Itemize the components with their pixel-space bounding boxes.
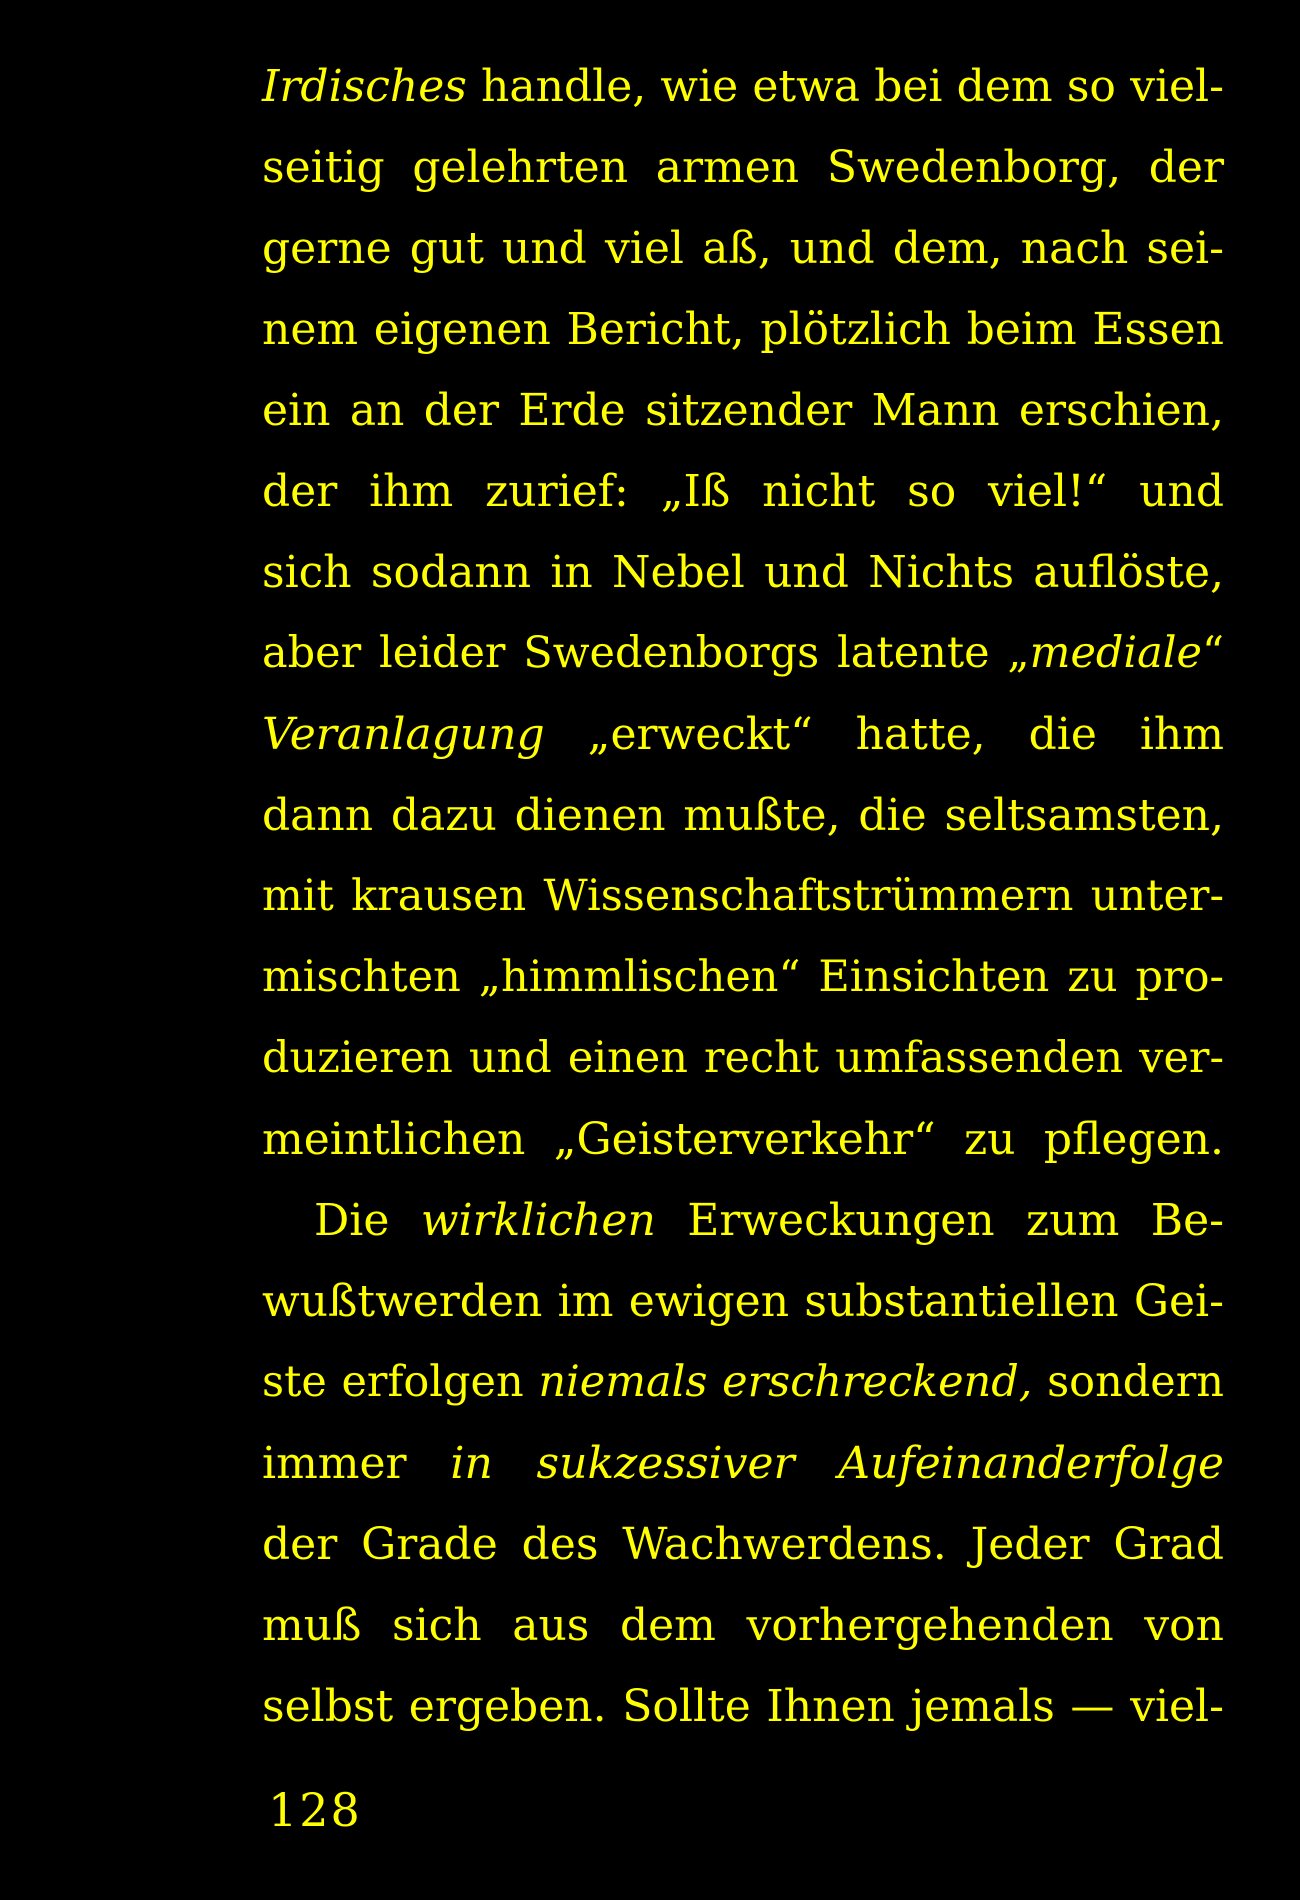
text-line bbox=[262, 1099, 1224, 1180]
text-segment: dann dazu dienen mußte, die seltsamsten, bbox=[262, 790, 1224, 841]
italic-text: Veranlagung bbox=[262, 709, 545, 760]
text-segment: der Grade des Wachwerdens. Jeder Grad bbox=[262, 1519, 1224, 1570]
text-line bbox=[262, 856, 1224, 937]
text-line bbox=[262, 1018, 1224, 1099]
text-segment: meintlichen „Geisterverkehr“ zu pflegen. bbox=[262, 1114, 1224, 1165]
text-segment: „erweckt“ hatte, die ihm bbox=[544, 709, 1224, 760]
text-segment: sondern bbox=[1032, 1357, 1224, 1407]
text-segment: mit krausen Wissenschaftstrümmern unter- bbox=[262, 871, 1224, 921]
text-line bbox=[262, 451, 1224, 532]
text-line bbox=[262, 532, 1224, 613]
text-segment: muß sich aus dem vorhergehenden von bbox=[262, 1600, 1224, 1651]
text-line bbox=[262, 775, 1224, 856]
text-segment: Die bbox=[314, 1195, 421, 1246]
text-segment: Erweckungen zum Be- bbox=[655, 1195, 1224, 1246]
text-line bbox=[262, 370, 1224, 451]
text-line bbox=[262, 1504, 1224, 1585]
text-line bbox=[262, 1261, 1224, 1342]
text-segment: wußtwerden im ewigen substantiellen Gei- bbox=[262, 1276, 1224, 1327]
text-line bbox=[262, 127, 1224, 208]
italic-text: in sukzessiver Aufeinanderfolge bbox=[450, 1438, 1225, 1489]
italic-text: niemals erschreckend, bbox=[538, 1357, 1033, 1407]
text-line bbox=[262, 289, 1224, 370]
text-segment: aber leider Swedenborgs latente „ bbox=[262, 628, 1030, 678]
text-line bbox=[262, 1666, 1224, 1747]
text-segment: immer bbox=[262, 1438, 451, 1489]
text-line bbox=[262, 937, 1224, 1018]
text-segment: duzieren und einen recht umfassenden ver- bbox=[262, 1033, 1224, 1083]
text-line bbox=[262, 1342, 1224, 1423]
text-line bbox=[262, 613, 1224, 694]
text-segment: seitig gelehrten armen Swedenborg, der bbox=[262, 142, 1224, 193]
text-line bbox=[262, 694, 1224, 775]
text-segment: gerne gut und viel aß, und dem, nach sei- bbox=[262, 223, 1224, 274]
text-line bbox=[262, 1423, 1224, 1504]
body-text bbox=[262, 46, 1224, 1747]
italic-text: wirklichen bbox=[420, 1195, 656, 1246]
page-number: 128 bbox=[268, 1783, 362, 1837]
text-segment: mischten „himmlischen“ Einsichten zu pro- bbox=[262, 952, 1224, 1002]
italic-text: mediale bbox=[1029, 628, 1203, 678]
text-segment: ein an der Erde sitzender Mann erschien, bbox=[262, 385, 1224, 436]
text-line bbox=[262, 1585, 1224, 1666]
text-segment: der ihm zurief: „Iß nicht so viel!“ und bbox=[262, 466, 1224, 517]
text-segment: “ bbox=[1202, 628, 1224, 678]
italic-text: Irdisches bbox=[262, 61, 467, 112]
text-segment: selbst ergeben. Sollte Ihnen jemals — viel- bbox=[262, 1681, 1224, 1732]
text-segment: sich sodann in Nebel und Nichts auflöste, bbox=[262, 547, 1224, 598]
text-line bbox=[262, 46, 1224, 127]
text-segment: nem eigenen Bericht, plötzlich beim Essen bbox=[262, 304, 1224, 355]
text-line bbox=[262, 1180, 1224, 1261]
text-segment: handle, wie etwa bei dem so viel- bbox=[466, 61, 1224, 112]
text-segment: ste erfolgen bbox=[262, 1357, 539, 1407]
text-line bbox=[262, 208, 1224, 289]
